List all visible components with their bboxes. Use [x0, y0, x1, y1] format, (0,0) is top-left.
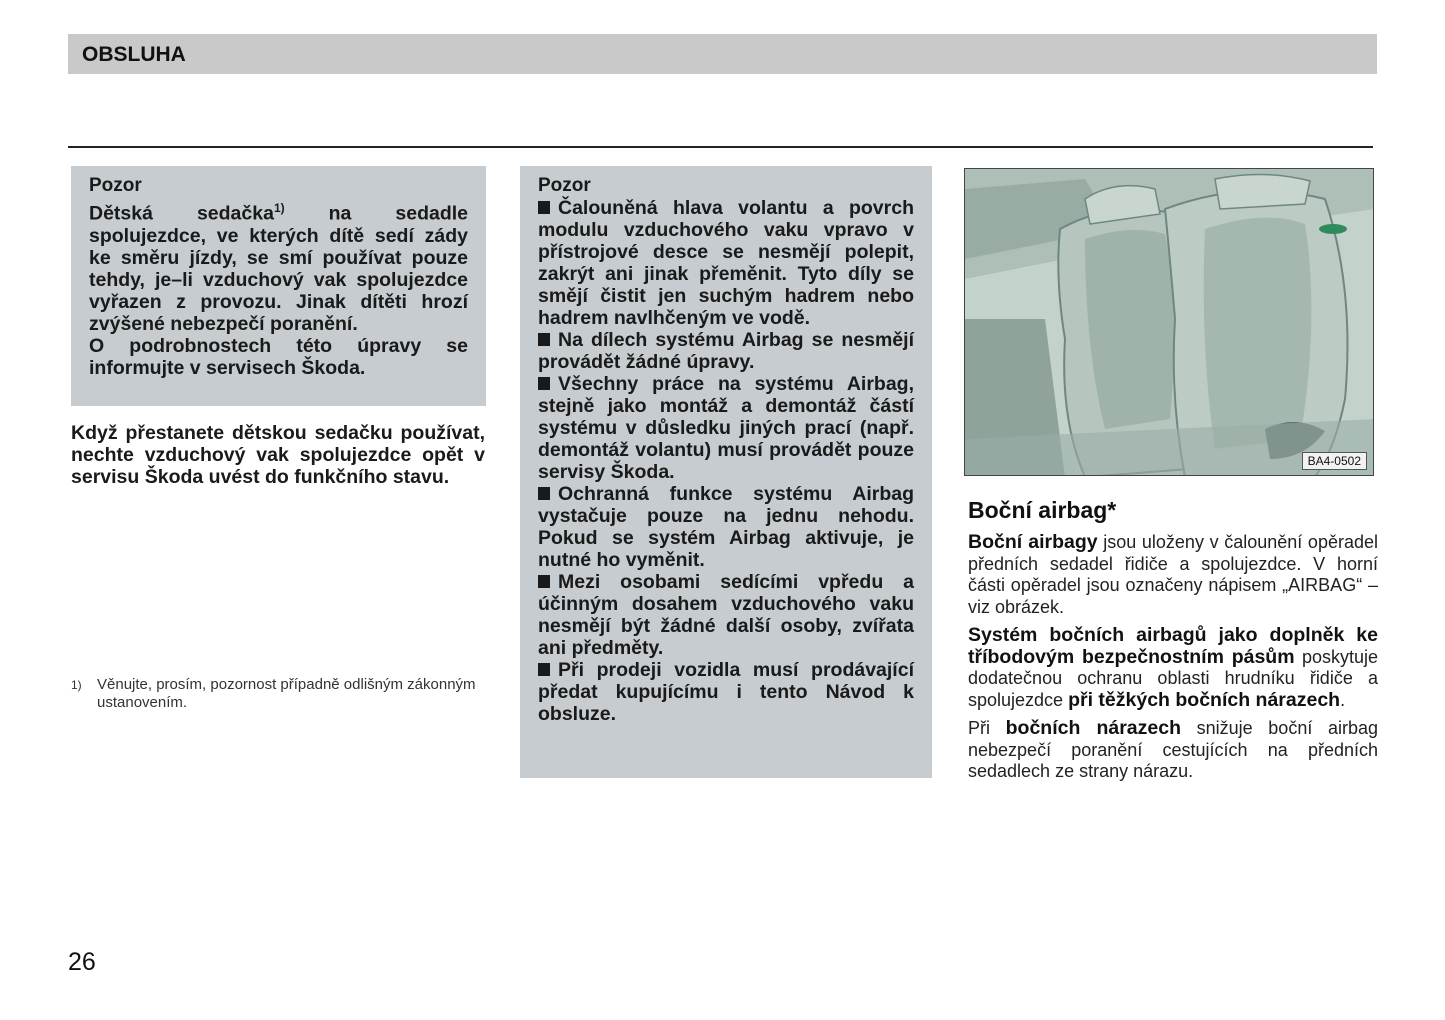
header-bar: [68, 34, 1377, 74]
warning-item-text: Čalouněná hlava volantu a povrch modulu vzduchového vaku vpravo v přístrojové desce se nesmějí polepit, zakrýt ani jinak přeměnit. Tyto díly se smějí čistit jen suchým hadrem nebo hadrem navlhčeným ve vodě.: [538, 197, 914, 329]
paragraph-2-bold-a: Systém bočních airbagů jako doplněk ke tříbodovým bezpečnostním pásům: [968, 624, 1378, 668]
warning-item-text: Všechny práce na systému Airbag, stejně jako montáž a demontáž částí systému v důsledku jiných prací (např. demontáž volantu) musí provádět pouze servisy Škoda.: [538, 373, 914, 483]
figure-code: BA4-0502: [1302, 452, 1367, 470]
car-seat-image: [965, 169, 1374, 476]
bullet-square-icon: [538, 201, 550, 214]
bullet-square-icon: [538, 333, 550, 346]
warning-box-airbag: [520, 166, 932, 778]
footnote-text: Věnujte, prosím, pozornost případně odlišným zákonným ustanovením.: [97, 676, 476, 711]
paragraph-2: [968, 625, 1378, 711]
warning-text-b: na sedadle spolujezdce, ve kterých dítě sedí zády ke směru jízdy, se smí používat pouze tehdy, je–li vzduchový vak spolujezdce vyřazen z provozu. Jinak dítěti hrozí zvýšené nebezpečí poranění.: [89, 202, 469, 335]
warning-item-text: Při prodeji vozidla musí prodávající předat kupujícímu i tento Návod k obsluze.: [538, 659, 914, 725]
page-number: 26: [68, 948, 96, 976]
horizontal-rule: [68, 146, 1373, 148]
warning-item: [538, 571, 914, 659]
footnote-mark: 1): [71, 678, 82, 692]
paragraph-3: [968, 718, 1378, 783]
child-seat-paragraph: Když přestanete dětskou sedačku používat, nechte vzduchový vak spolujezdce opět v servisu Škoda uvést do funkčního stavu.: [71, 422, 485, 488]
warning-item-text: Mezi osobami sedícími vpředu a účinným dosahem vzduchového vaku nesmějí být žádné další osoby, zvířata ani předměty.: [538, 571, 914, 659]
warning-item: [538, 659, 914, 725]
warning-text-service: O podrobnostech této úpravy se informujte v servisech Škoda.: [89, 334, 468, 379]
bullet-square-icon: [538, 487, 550, 500]
warning-text: [89, 197, 468, 335]
paragraph-2-text: poskytuje dodatečnou ochranu oblasti hrudníku řidiče a spolujezdce: [968, 646, 1378, 710]
paragraph-1-bold: Boční airbagy: [968, 531, 1098, 553]
bullet-square-icon: [538, 377, 550, 390]
footnote-ref: 1): [273, 201, 285, 215]
paragraph-1-text: jsou uloženy v čalounění opěradel předních sedadel řidiče a spolujezdce. V horní části opěradel jsou označeny nápisem „AIRBAG“ – viz obrázek.: [968, 532, 1378, 617]
paragraph-3-text-b: snižuje boční airbag nebezpečí poranění cestujících na předních sedadlech ze strany nárazu.: [968, 718, 1379, 781]
paragraph-3-text-a: Při: [968, 718, 1006, 738]
section-title: Boční airbag*: [968, 497, 1117, 523]
footnote: [71, 676, 491, 712]
paragraph-2-end: .: [1340, 689, 1346, 710]
bullet-square-icon: [538, 575, 550, 588]
warning-item: [538, 197, 914, 329]
paragraph-3-bold: bočních nárazech: [1005, 717, 1181, 739]
warning-item-text: Ochranná funkce systému Airbag vystačuje pouze na jednu nehodu. Pokud se systém Airbag aktivuje, je nutné ho vyměnit.: [538, 483, 914, 571]
section-header-title: OBSLUHA: [82, 43, 186, 66]
warning-text-a: Dětská sedačka: [89, 202, 274, 225]
bullet-square-icon: [538, 663, 550, 676]
seat-airbag-illustration: [964, 168, 1374, 476]
paragraph-2-bold-b: při těžkých bočních nárazech: [1068, 688, 1341, 711]
side-airbag-section: [968, 497, 1378, 790]
airbag-label-marker: [1319, 224, 1347, 234]
warning-title: Pozor: [89, 175, 142, 196]
warning-item: [538, 483, 914, 571]
warning-item: [538, 329, 914, 373]
warning-title: Pozor: [538, 175, 591, 196]
warning-box-child-seat: [71, 166, 486, 406]
paragraph-1: [968, 532, 1378, 618]
warning-item-text: Na dílech systému Airbag se nesmějí provádět žádné úpravy.: [538, 329, 914, 373]
warning-item: [538, 373, 914, 483]
